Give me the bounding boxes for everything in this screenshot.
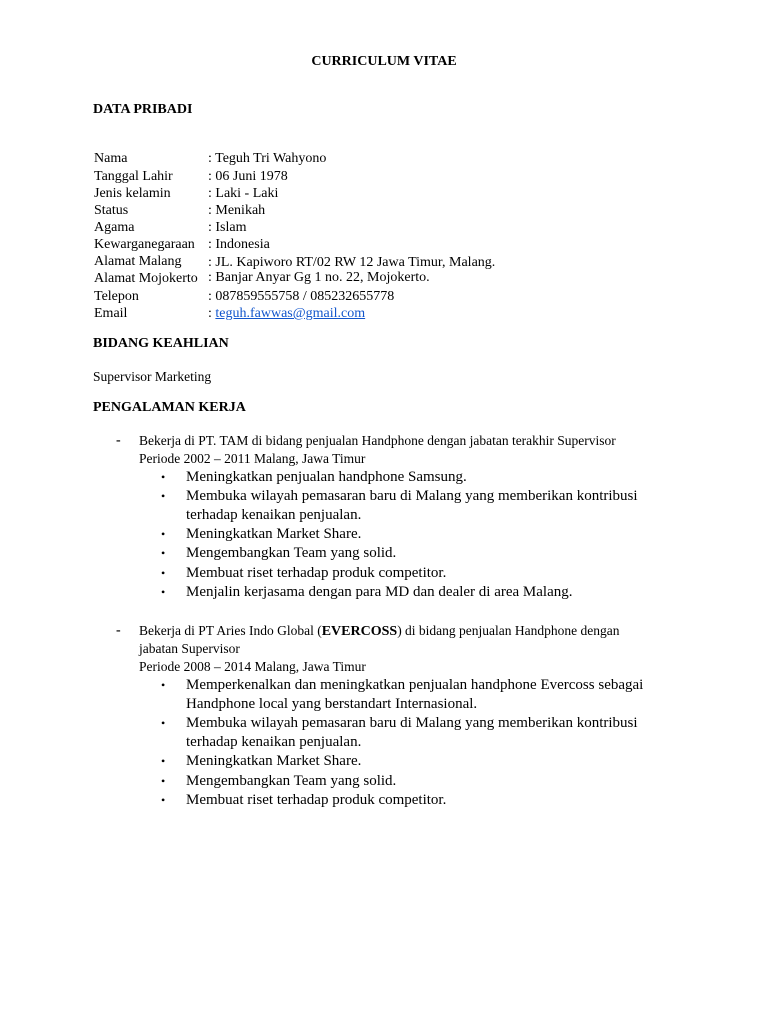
value-tanggal-lahir: : 06 Juni 1978 — [208, 169, 288, 184]
value-alamat-malang: : JL. Kapiworo RT/02 RW 12 Jawa Timur, Malang. — [208, 255, 496, 270]
job2-position: jabatan Supervisor — [139, 641, 240, 656]
job2-bullet-3: • — [161, 754, 166, 768]
job1-item-2-cont: terhadap kenaikan penjualan. — [186, 507, 362, 523]
job2-item-2: Membuka wilayah pemasaran baru di Malang yang memberikan kontribusi — [186, 715, 638, 731]
job1-item-5: Membuat riset terhadap produk competitor. — [186, 565, 447, 581]
document-title: CURRICULUM VITAE — [311, 54, 457, 69]
job2-period: Periode 2008 – 2014 Malang, Jawa Timur — [139, 659, 366, 674]
job1-bullet-6: • — [161, 585, 166, 599]
label-telepon: Telepon — [94, 289, 139, 304]
label-email: Email — [94, 306, 128, 321]
value-kewarganegaraan: : Indonesia — [208, 237, 270, 252]
value-nama: : Teguh Tri Wahyono — [208, 151, 327, 166]
label-alamat-malang: Alamat Malang — [94, 254, 182, 269]
label-jenis-kelamin: Jenis kelamin — [94, 186, 171, 201]
job1-item-2: Membuka wilayah pemasaran baru di Malang yang memberikan kontribusi — [186, 488, 638, 504]
label-status: Status — [94, 203, 129, 218]
job1-item-3: Meningkatkan Market Share. — [186, 526, 362, 542]
label-agama: Agama — [94, 220, 135, 235]
job2-item-1: Memperkenalkan dan meningkatkan penjualan handphone Evercoss sebagai — [186, 677, 644, 693]
job1-bullet-1: • — [161, 470, 166, 484]
email-prefix: : — [208, 306, 216, 321]
job2-bullet-4: • — [161, 774, 166, 788]
job1-dash: - — [116, 433, 121, 448]
job1-description: Bekerja di PT. TAM di bidang penjualan Handphone dengan jabatan terakhir Supervisor — [139, 433, 616, 448]
job2-dash: - — [116, 623, 121, 638]
job2-bullet-1: • — [161, 678, 166, 692]
job2-bullet-2: • — [161, 716, 166, 730]
job2-desc-post: ) di bidang penjualan Handphone dengan — [397, 623, 620, 638]
job1-item-1: Meningkatkan penjualan handphone Samsung. — [186, 469, 467, 485]
value-alamat-mojokerto: : Banjar Anyar Gg 1 no. 22, Mojokerto. — [208, 270, 430, 285]
job1-bullet-3: • — [161, 527, 166, 541]
job2-company-brand: EVERCOSS — [321, 624, 398, 639]
job1-item-6: Menjalin kerjasama dengan para MD dan dealer di area Malang. — [186, 584, 573, 600]
job2-item-5: Membuat riset terhadap produk competitor. — [186, 792, 447, 808]
job2-item-2-cont: terhadap kenaikan penjualan. — [186, 734, 362, 750]
job2-item-4: Mengembangkan Team yang solid. — [186, 773, 397, 789]
value-status: : Menikah — [208, 203, 266, 218]
job2-desc-pre: Bekerja di PT Aries Indo Global ( — [139, 623, 322, 638]
bidang-keahlian-text: Supervisor Marketing — [93, 369, 212, 384]
value-email — [208, 305, 365, 322]
job1-period: Periode 2002 – 2011 Malang, Jawa Timur — [139, 451, 366, 466]
value-jenis-kelamin: : Laki - Laki — [208, 186, 279, 201]
value-agama: : Islam — [208, 220, 247, 235]
job2-item-3: Meningkatkan Market Share. — [186, 753, 362, 769]
bidang-keahlian-heading: BIDANG KEAHLIAN — [93, 336, 229, 351]
job2-description — [139, 622, 620, 641]
job1-bullet-2: • — [161, 489, 166, 503]
job2-bullet-5: • — [161, 793, 166, 807]
job1-bullet-4: • — [161, 546, 166, 560]
label-tanggal-lahir: Tanggal Lahir — [94, 169, 173, 184]
job1-item-4: Mengembangkan Team yang solid. — [186, 545, 397, 561]
job2-item-1-cont: Handphone local yang berstandart Internasional. — [186, 696, 478, 712]
data-pribadi-heading: DATA PRIBADI — [93, 102, 193, 117]
email-link[interactable]: teguh.fawwas@gmail.com — [215, 306, 366, 321]
label-kewarganegaraan: Kewarganegaraan — [94, 237, 195, 252]
label-alamat-mojokerto: Alamat Mojokerto — [94, 271, 198, 286]
pengalaman-kerja-heading: PENGALAMAN KERJA — [93, 400, 246, 415]
job1-bullet-5: • — [161, 566, 166, 580]
value-telepon: : 087859555758 / 085232655778 — [208, 289, 395, 304]
label-nama: Nama — [94, 151, 128, 166]
